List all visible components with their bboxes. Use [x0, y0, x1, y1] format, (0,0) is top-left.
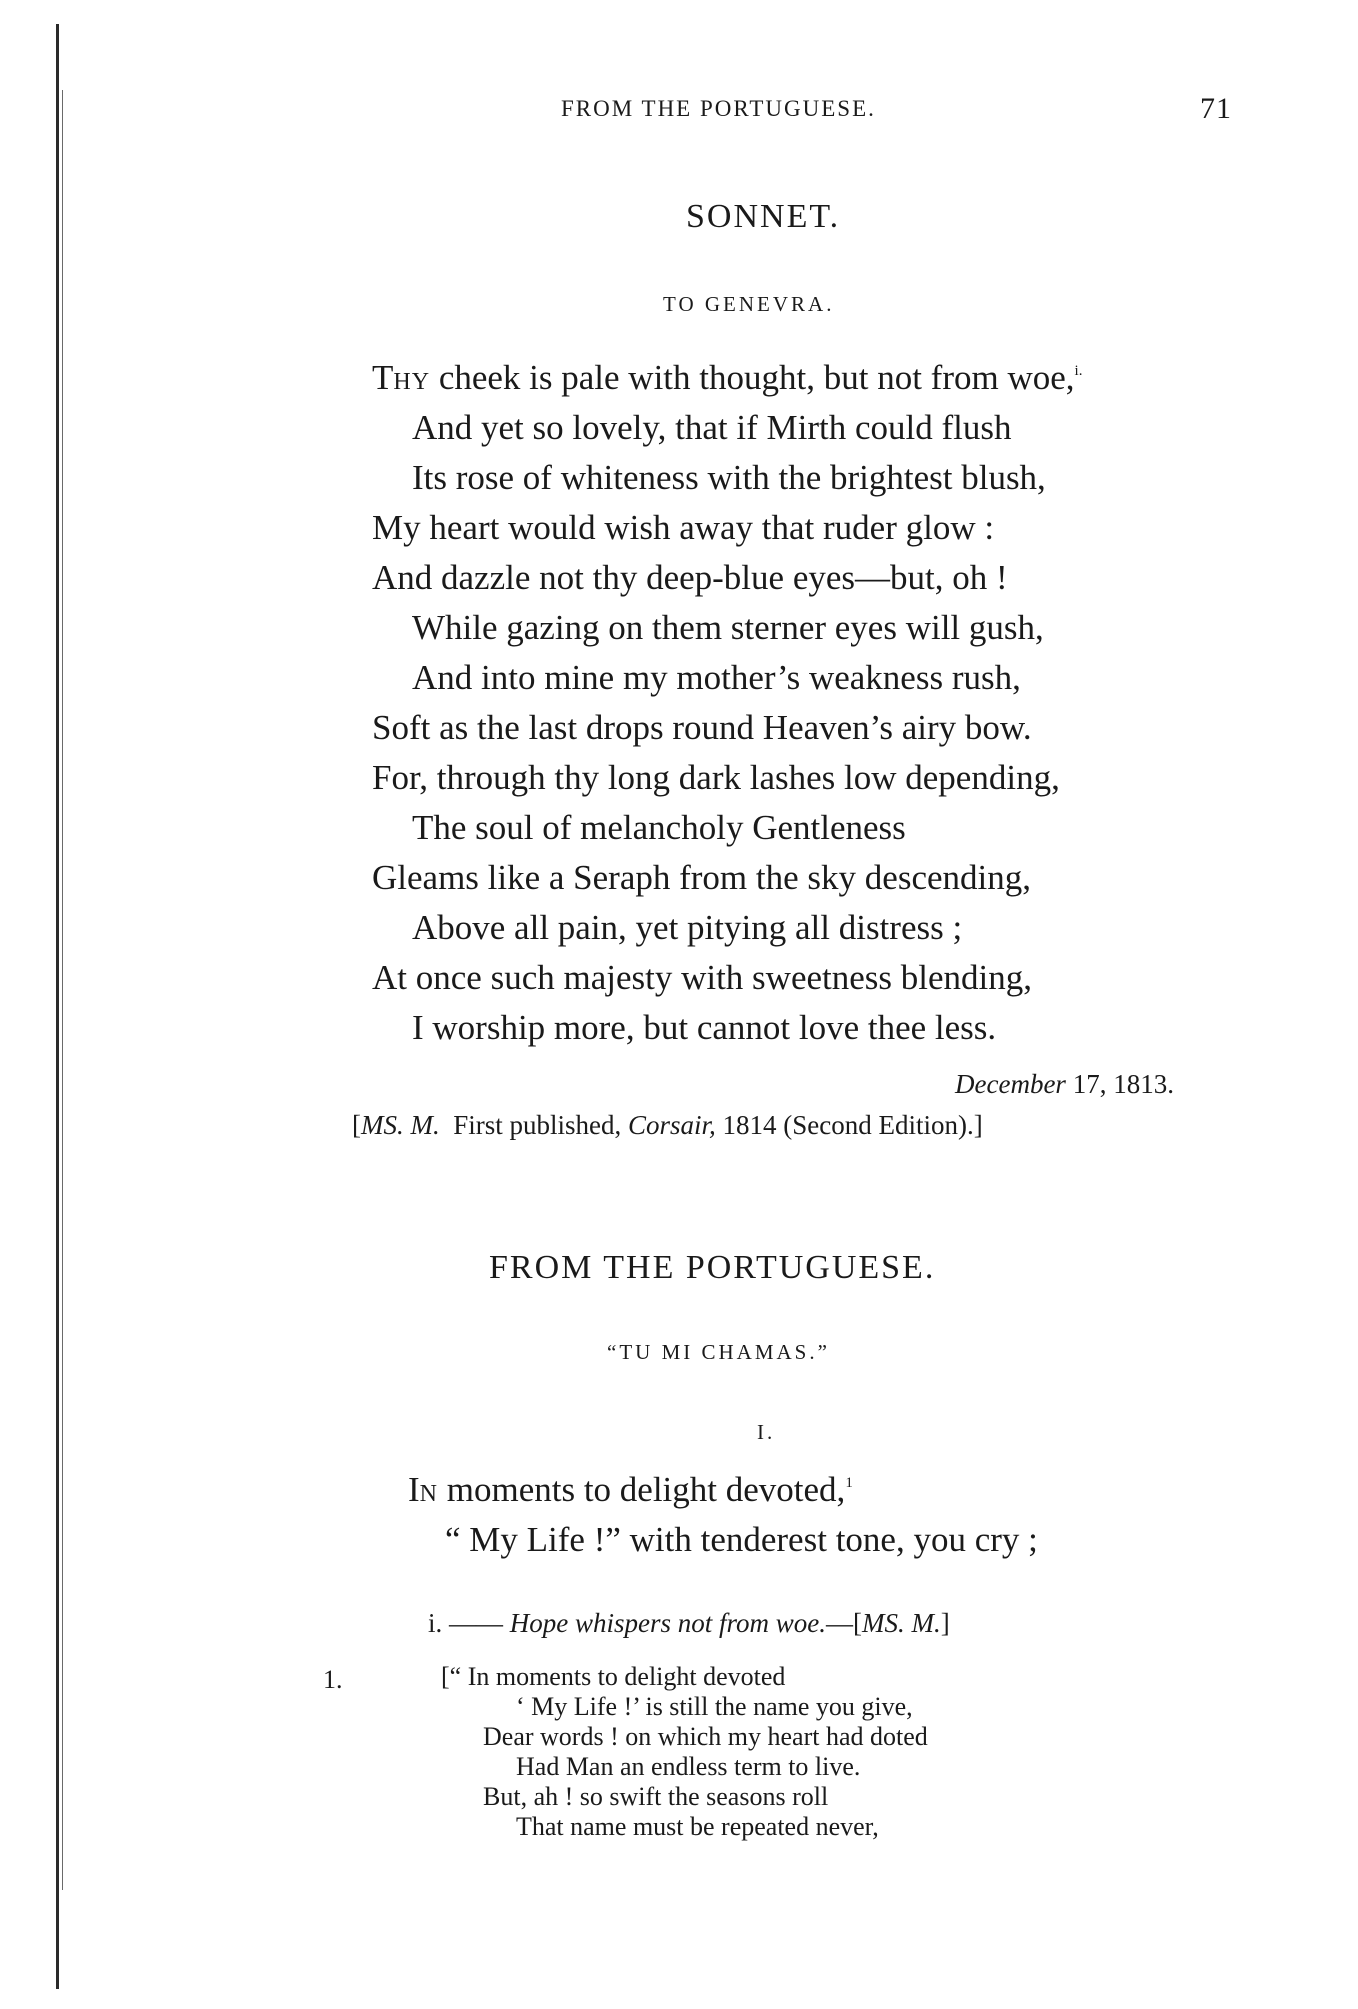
footnote-number: 1.	[323, 1665, 343, 1694]
footnote-line-3: Dear words ! on which my heart had doted	[483, 1722, 928, 1751]
portuguese-title: FROM THE PORTUGUESE.	[489, 1249, 936, 1286]
portuguese-line-1	[408, 1470, 853, 1517]
footnote-line-5: But, ah ! so swift the seasons roll	[483, 1782, 829, 1811]
note-corsair: Corsair,	[628, 1110, 716, 1140]
sonnet-dedication: TO GENEVRA.	[663, 292, 835, 316]
sonnet-line-1	[372, 358, 1082, 405]
running-head: FROM THE PORTUGUESE.	[561, 96, 876, 121]
portuguese-line-1-text: moments to delight devoted,	[438, 1470, 846, 1509]
variant-note-ms: MS. M.	[862, 1608, 941, 1638]
footnote-line-4: Had Man an endless term to live.	[516, 1752, 861, 1781]
sonnet-line-2: And yet so lovely, that if Mirth could flush	[412, 408, 1012, 447]
portuguese-line-2: “ My Life !” with tenderest tone, you cry ;	[445, 1520, 1038, 1559]
variant-note-close: ]	[940, 1608, 950, 1638]
sonnet-line-12: Above all pain, yet pitying all distress ;	[412, 908, 963, 947]
sonnet-initial: T	[372, 358, 394, 397]
footnote-mark-1: 1	[845, 1475, 853, 1491]
footnote-line-1: [“ In moments to delight devoted	[441, 1662, 786, 1691]
sonnet-line-10: The soul of melancholy Gentleness	[412, 808, 906, 847]
sonnet-line-3: Its rose of whiteness with the brightest blush,	[412, 458, 1046, 497]
sonnet-line-13: At once such majesty with sweetness blending,	[372, 958, 1033, 997]
variant-note-dash: —[	[826, 1608, 863, 1638]
note-text-1: First published,	[439, 1110, 628, 1140]
footnote-line-6: That name must be repeated never,	[516, 1812, 879, 1841]
sonnet-initial-smallcaps: HY	[393, 369, 431, 395]
variant-note	[428, 1608, 950, 1639]
sonnet-date	[955, 1069, 1174, 1100]
sonnet-date-month: December	[955, 1069, 1066, 1099]
page-number: 71	[1200, 92, 1232, 125]
portuguese-initial: I	[408, 1470, 420, 1509]
sonnet-line-1-text: cheek is pale with thought, but not from woe,	[430, 358, 1075, 397]
variant-note-text: Hope whispers not from woe.	[509, 1608, 827, 1638]
portuguese-initial-smallcaps: N	[419, 1481, 438, 1507]
sonnet-line-8: Soft as the last drops round Heaven’s airy bow.	[372, 708, 1032, 747]
sonnet-line-7: And into mine my mother’s weakness rush,	[412, 658, 1021, 697]
sonnet-publication-note	[352, 1110, 983, 1141]
note-text-2: 1814 (Second Edition).]	[715, 1110, 983, 1140]
sonnet-date-rest: 17, 1813.	[1065, 1069, 1174, 1099]
portuguese-subtitle: “TU MI CHAMAS.”	[607, 1340, 830, 1364]
sonnet-line-14: I worship more, but cannot love thee less.	[412, 1008, 997, 1047]
variant-note-label: i. ——	[428, 1608, 510, 1638]
sonnet-line-9: For, through thy long dark lashes low depending,	[372, 758, 1060, 797]
sonnet-line-11: Gleams like a Seraph from the sky descending,	[372, 858, 1031, 897]
sonnet-title: SONNET.	[686, 198, 841, 235]
binding-edge-shadow	[62, 90, 63, 1890]
sonnet-line-4: My heart would wish away that ruder glow :	[372, 508, 995, 547]
footnote-line-2: ‘ My Life !’ is still the name you give,	[516, 1692, 913, 1721]
variant-mark-i: i.	[1074, 363, 1083, 379]
sonnet-line-6: While gazing on them sterner eyes will gush,	[412, 608, 1044, 647]
note-open-bracket: [	[352, 1110, 361, 1140]
stanza-number: I.	[757, 1420, 776, 1444]
note-ms: MS. M.	[361, 1110, 440, 1140]
binding-edge-line	[56, 24, 59, 1989]
sonnet-line-5: And dazzle not thy deep-blue eyes—but, oh !	[372, 558, 1008, 597]
